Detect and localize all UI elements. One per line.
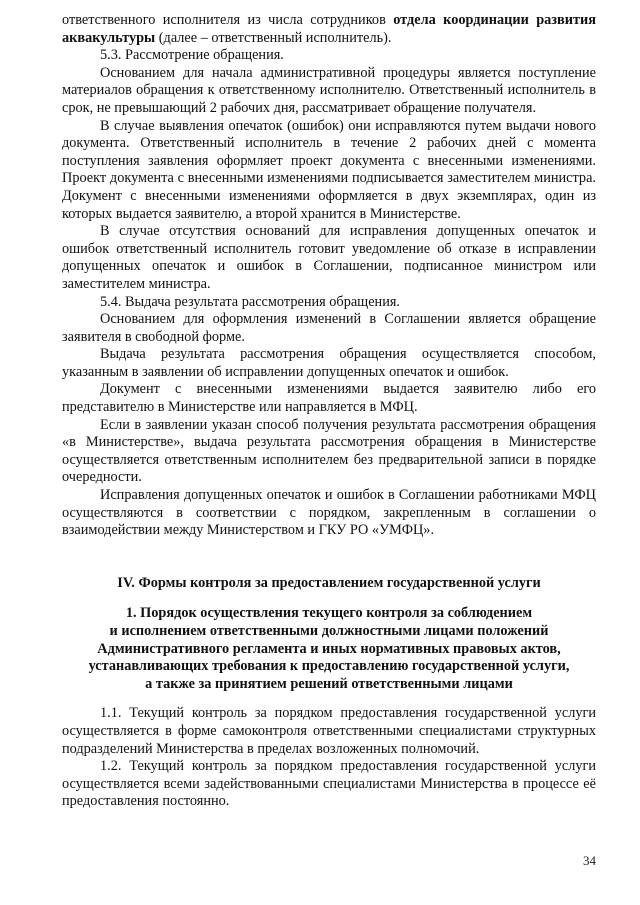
clause-heading-5-3: 5.3. Рассмотрение обращения. bbox=[100, 47, 284, 64]
subsection-title-line: Административного регламента и иных нормативных правовых актов, bbox=[97, 640, 561, 657]
subsection-title-line: а также за принятием решений ответственными лицами bbox=[145, 675, 513, 692]
paragraph: Документ с внесенными изменениями выдается заявителю либо его представителю в Министерстве или направляется в МФЦ. bbox=[62, 381, 596, 416]
paragraph: 1.2. Текущий контроль за порядком предоставления государственной услуги осуществляется всеми задействованными специалистами Министерства в процессе её предоставления постоянно. bbox=[62, 758, 596, 810]
text-run: ответственного исполнителя из числа сотрудников bbox=[62, 12, 394, 28]
paragraph: В случае отсутствия оснований для исправления допущенных опечаток и ошибок ответственный исполнитель готовит уведомление об отказе в исправлении допущенных опечаток и ошибок в Соглашении, подписанное министром или заместителем министра. bbox=[62, 223, 596, 292]
paragraph-continuation bbox=[62, 12, 596, 47]
page-number: 34 bbox=[583, 853, 596, 868]
subsection-title-line: устанавливающих требования к предоставлению государственной услуги, bbox=[88, 658, 570, 675]
paragraph: Основанием для оформления изменений в Соглашении является обращение заявителя в свободной форме. bbox=[62, 311, 596, 345]
subsection-title bbox=[62, 605, 596, 693]
paragraph: 1.1. Текущий контроль за порядком предоставления государственной услуги осуществляется в форме самоконтроля ответственными специалистами структурных подразделений Министерства в пределах возложенных полномочий. bbox=[62, 705, 596, 757]
paragraph: Выдача результата рассмотрения обращения осуществляется способом, указанным в заявлении об исправлении допущенных опечаток и ошибок. bbox=[62, 346, 596, 380]
subsection-title-line: и исполнением ответственными должностными лицами положений bbox=[109, 623, 549, 639]
document-page bbox=[62, 12, 596, 811]
clause-heading-5-4: 5.4. Выдача результата рассмотрения обращения. bbox=[100, 293, 400, 310]
section-title: IV. Формы контроля за предоставлением государственной услуги bbox=[117, 574, 541, 591]
paragraph: В случае выявления опечаток (ошибок) они исправляются путем выдачи нового документа. Ответственный исполнитель в течение 2 рабочих дней с момента поступления заявления оформляет проект документа с внесенными изменениями. Проект документа с внесенными изменениями подписывается заместителем министра. Документ с внесенными изменениями оформляется в двух экземплярах, один из которых выдается заявителю, а второй хранится в Министерстве. bbox=[62, 117, 596, 222]
paragraph: Если в заявлении указан способ получения результата рассмотрения обращения «в Министерстве», выдача результата рассмотрения обращения в Министерстве осуществляется ответственным исполнителем без предварительной записи в порядке очередности. bbox=[62, 416, 596, 486]
section-gap bbox=[62, 540, 596, 575]
text-run: (далее – ответственный исполнитель). bbox=[155, 29, 392, 46]
paragraph: Исправления допущенных опечаток и ошибок в Соглашении работниками МФЦ осуществляются в соответствии с порядком, закрепленным в соглашении о взаимодействии между Министерством и ГКУ РО «УМФЦ». bbox=[62, 487, 596, 539]
subsection-title-line: 1. Порядок осуществления текущего контроля за соблюдением bbox=[125, 605, 533, 622]
department-name: отдела координации развития аквакультуры bbox=[62, 12, 596, 46]
paragraph: Основанием для начала административной процедуры является поступление материалов обращения к ответственному исполнителю. Ответственный исполнитель в срок, не превышающий 2 рабочих дня, рассматривает обращение получателя. bbox=[62, 64, 596, 116]
